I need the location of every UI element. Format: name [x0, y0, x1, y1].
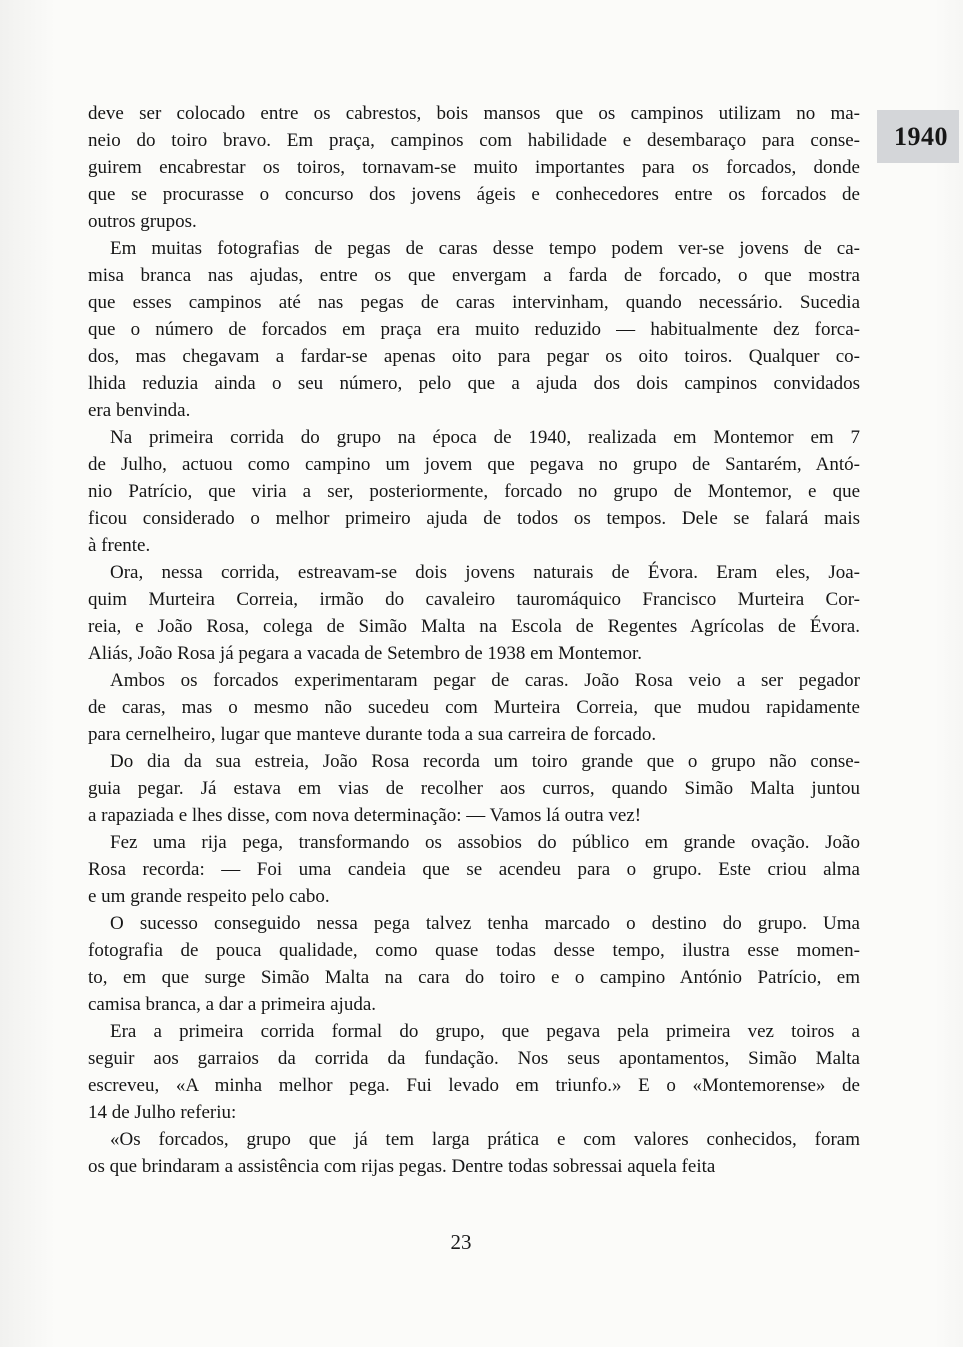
text-block [88, 100, 860, 1180]
text-line: era benvinda. [88, 400, 191, 421]
text-line: to, em que surge Simão Malta na cara do toiro e o campino António Patrício, em [88, 967, 860, 988]
text-line: e um grande respeito pelo cabo. [88, 886, 330, 907]
text-line: Ora, nessa corrida, estreavam-se dois jovens naturais de Évora. Eram eles, Joa- [110, 562, 860, 583]
text-line: camisa branca, a dar a primeira ajuda. [88, 994, 377, 1015]
text-line: Na primeira corrida do grupo na época de 1940, realizada em Montemor em 7 [110, 427, 860, 448]
text-line: a rapaziada e lhes disse, com nova determinação: — Vamos lá outra vez! [88, 805, 642, 826]
text-line: ficou considerado o melhor primeiro ajuda de todos os tempos. Dele se falará mais [88, 508, 860, 529]
text-line: deve ser colocado entre os cabrestos, bois mansos que os campinos utilizam no ma- [88, 103, 860, 124]
paragraph [88, 424, 860, 559]
paragraph [88, 829, 860, 910]
text-line: à frente. [88, 535, 151, 556]
text-line: de Julho, actuou como campino um jovem que pegava no grupo de Santarém, Antó- [88, 454, 860, 475]
text-line: os que brindaram a assistência com rijas pegas. Dentre todas sobressai aquela feita [88, 1156, 716, 1177]
text-line: Rosa recorda: — Foi uma candeia que se acendeu para o grupo. Este criou alma [88, 859, 860, 880]
text-line: misa branca nas ajudas, entre os que envergam a farda de forcado, o que mostra [88, 265, 860, 286]
text-line: neio do toiro bravo. Em praça, campinos com habilidade e desembaraço para conse- [88, 130, 860, 151]
page-number: 23 [450, 1230, 472, 1254]
text-line: Do dia da sua estreia, João Rosa recorda um toiro grande que o grupo não conse- [110, 751, 860, 772]
paragraph [88, 235, 860, 424]
text-line: escreveu, «A minha melhor pega. Fui levado em triunfo.» E o «Montemorense» de [88, 1075, 860, 1096]
text-line: para cernelheiro, lugar que manteve durante toda a sua carreira de forcado. [88, 724, 657, 745]
paragraph [88, 910, 860, 1018]
year-tab [877, 110, 959, 163]
paragraph [88, 748, 860, 829]
text-line: reia, e João Rosa, colega de Simão Malta na Escola de Regentes Agrícolas de Évora. [88, 616, 860, 637]
paragraph [88, 100, 860, 235]
text-line: 14 de Julho referiu: [88, 1102, 237, 1123]
text-line: guia pegar. Já estava em vias de recolher aos curros, quando Simão Malta juntou [88, 778, 860, 799]
text-line: que esses campinos até nas pegas de caras intervinham, quando necessário. Sucedia [88, 292, 860, 313]
text-line: Em muitas fotografias de pegas de caras desse tempo podem ver-se jovens de ca- [110, 238, 860, 259]
text-line: Fez uma rija pega, transformando os assobios do público em grande ovação. João [110, 832, 860, 853]
text-line: que o número de forcados em praça era muito reduzido — habitualmente dez forca- [88, 319, 860, 340]
text-line: que se procurasse o concurso dos jovens ágeis e conhecedores entre os forcados de [88, 184, 860, 205]
text-line: de caras, mas o mesmo não sucedeu com Murteira Correia, que mudou rapidamente [88, 697, 860, 718]
text-line: dos, mas chegavam a fardar-se apenas oito para pegar os oito toiros. Qualquer co- [88, 346, 860, 367]
text-line: guirem encabrestar os toiros, tornavam-se muito importantes para os forcados, donde [88, 157, 860, 178]
text-line: quim Murteira Correia, irmão do cavaleiro tauromáquico Francisco Murteira Cor- [88, 589, 860, 610]
text-line: Ambos os forcados experimentaram pegar de caras. João Rosa veio a ser pegador [110, 670, 860, 691]
year-marker: 1940 [894, 121, 948, 151]
text-line: O sucesso conseguido nessa pega talvez tenha marcado o destino do grupo. Uma [110, 913, 860, 934]
text-line: seguir aos garraios da corrida da fundação. Nos seus apontamentos, Simão Malta [88, 1048, 860, 1069]
text-line: fotografia de pouca qualidade, como quase todas desse tempo, ilustra esse momen- [88, 940, 860, 961]
paragraph [88, 1126, 860, 1180]
paragraph [88, 667, 860, 748]
text-line: nio Patrício, que viria a ser, posteriormente, forcado no grupo de Montemor, e que [88, 481, 860, 502]
paragraph [88, 1018, 860, 1126]
paragraph [88, 559, 860, 667]
text-line: «Os forcados, grupo que já tem larga prática e com valores conhecidos, foram [110, 1129, 860, 1150]
text-line: Era a primeira corrida formal do grupo, que pegava pela primeira vez toiros a [110, 1021, 860, 1042]
text-line: lhida reduzia ainda o seu número, pelo que a ajuda dos dois campinos convidados [88, 373, 860, 394]
text-line: outros grupos. [88, 211, 197, 232]
text-line: Aliás, João Rosa já pegara a vacada de Setembro de 1938 em Montemor. [88, 643, 642, 664]
